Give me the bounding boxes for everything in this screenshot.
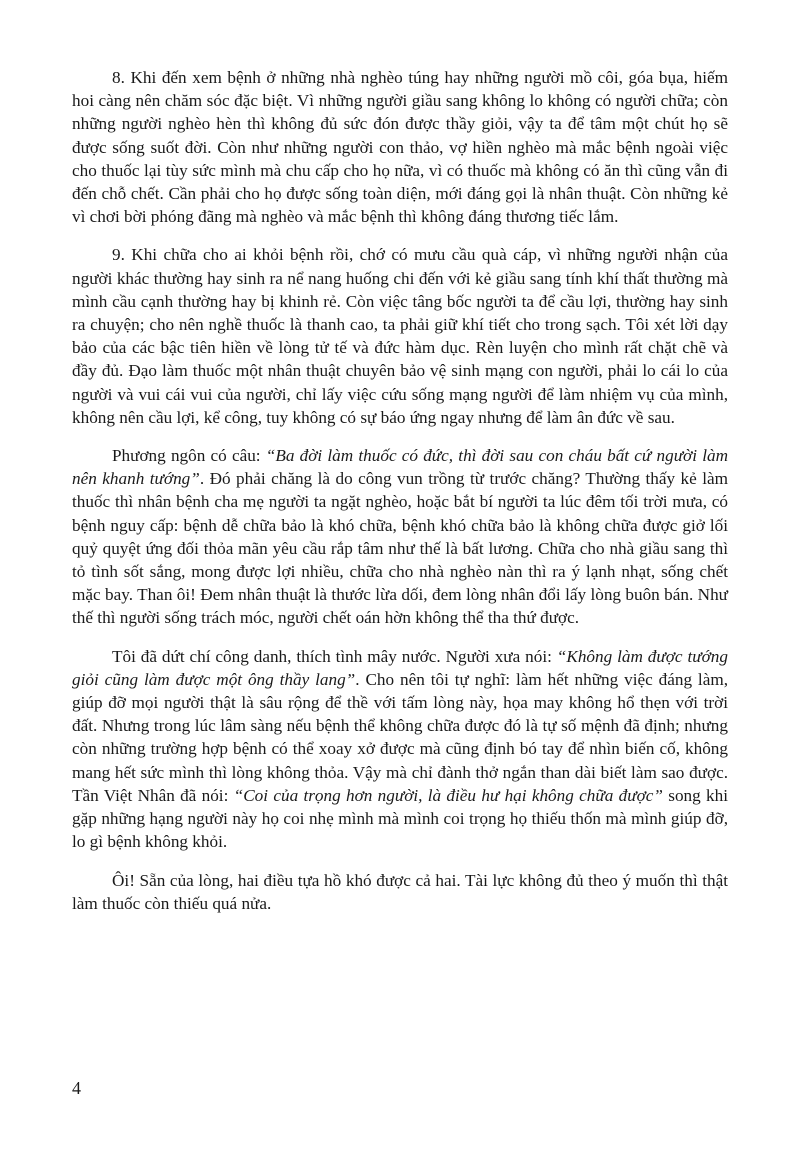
paragraph-ambition-end: song khi gặp những hạng người này họ coi nhẹ mình mà mình coi trọng họ thiếu thốn mà mình giúp đỡ, lo gì bệnh không khỏi. [72,785,728,852]
paragraph-closing [72,869,728,915]
proverb-quote: “Ba đời làm thuốc có đức, thì đời sau con cháu bất cứ người làm nên khanh tướng” [72,446,728,489]
page-number: 4 [72,1078,81,1098]
paragraph-8 [72,66,728,228]
paragraph-proverb-intro: Phương ngôn có câu: [112,446,266,466]
paragraph-ambition-intro: Tôi đã dứt chí công danh, thích tình mây nước. Người xưa nói: [112,646,557,666]
paragraph-ambition-middle: . Cho nên tôi tự nghĩ: làm hết những việc đáng làm, giúp đỡ mọi người thật là sâu rộng để thề với tấm lòng này, họa may không hổ thẹn với trời đất. Nhưng trong lúc lâm sàng nếu bệnh thể không chữa được đó là tự số mệnh đã định; nhưng còn những trường hợp bệnh có thể xoay xở được mà cũng định bó tay để nhìn biến cố, không mang hết sức mình thì lòng không thỏa. Vậy mà chỉ đành thở ngắn than dài biết làm sao được. Tần Việt Nhân đã nói: [72,669,729,805]
paragraph-proverb-body: . Đó phải chăng là do công vun trồng từ trước chăng? Thường thấy kẻ làm thuốc thì nhân bệnh cha mẹ người ta ngặt nghèo, hoặc bắt bí người ta lúc đêm tối trời mưa, có bệnh nguy cấp: bệnh dễ chữa bảo là khó chữa, bệnh khó chữa bảo là không chữa được giở lối quỷ quyệt ứng đối thỏa mãn yêu cầu rắp tâm như thế là bất lương. Chữa cho nhà giầu sang thì tỏ tình sốt sắng, mong được lợi nhiều, chữa cho nhà nghèo nàn thì ra ý lạnh nhạt, sống chết mặc bay. Than ôi! Đem nhân thuật là thước lừa dối, đem lòng nhân đổi lấy lòng buôn bán. Như thế thì người sống trách móc, người chết oán hờn không thể tha thứ được. [72,469,729,628]
paragraph-proverb [72,444,728,630]
paragraph-ambition [72,645,728,854]
paragraph-9-text: 9. Khi chữa cho ai khỏi bệnh rồi, chớ có mưu cầu quà cáp, vì những người nhận của người khác thường hay sinh ra nể nang huống chi đến với kẻ giầu sang tính khí thất thường mà mình cầu cạnh thường hay bị khinh rẻ. Còn việc tâng bốc người ta để cầu lợi, thường hay sinh ra chuyện; cho nên nghề thuốc là thanh cao, ta phải giữ khí tiết cho trong sạch. Tôi xét lời dạy bảo của các bậc tiên hiền về lòng tử tế và đức hàm dục. Rèn luyện cho mình rất chặt chẽ và đầy đủ. Đạo làm thuốc một nhân thuật chuyên bảo vệ sinh mạng con người, phải lo cái lo của người và vui cái vui của người, chỉ lấy việc cứu sống mạng người để làm nhiệm vụ của mình, không nên cầu lợi, kể công, tuy không có sự báo ứng ngay nhưng để làm ân đức về sau. [72,245,728,427]
ancient-saying-quote: “Không làm được tướng giỏi cũng làm được một ông thầy lang” [72,646,728,689]
page-body [72,66,728,930]
paragraph-9 [72,243,728,429]
paragraph-8-text: 8. Khi đến xem bệnh ở những nhà nghèo túng hay những người mồ côi, góa bụa, hiếm hoi càng nên chăm sóc đặc biệt. Vì những người giầu sang không lo không có người chữa; còn những người nghèo hèn thì không đủ sức đón được thầy giỏi, vậy ta để tâm một chút họ sẽ được sống suốt đời. Còn như những người con thảo, vợ hiền nghèo mà mắc bệnh ngoài việc cho thuốc lại tùy sức mình mà chu cấp cho họ nữa, vì có thuốc mà không có ăn thì cũng vẫn đi đến chỗ chết. Cần phải cho họ được sống toàn diện, mới đáng gọi là nhân thuật. Còn những kẻ vì chơi bời phóng đãng mà nghèo và mắc bệnh thì không đáng thương tiếc lắm. [72,68,728,227]
tan-viet-nhan-quote: “Coi của trọng hơn người, là điều hư hại không chữa được” [233,785,663,805]
paragraph-closing-text: Ôi! Sẵn của lòng, hai điều tựa hồ khó được cả hai. Tài lực không đủ theo ý muốn thì thật làm thuốc còn thiếu quá nửa. [72,870,728,913]
